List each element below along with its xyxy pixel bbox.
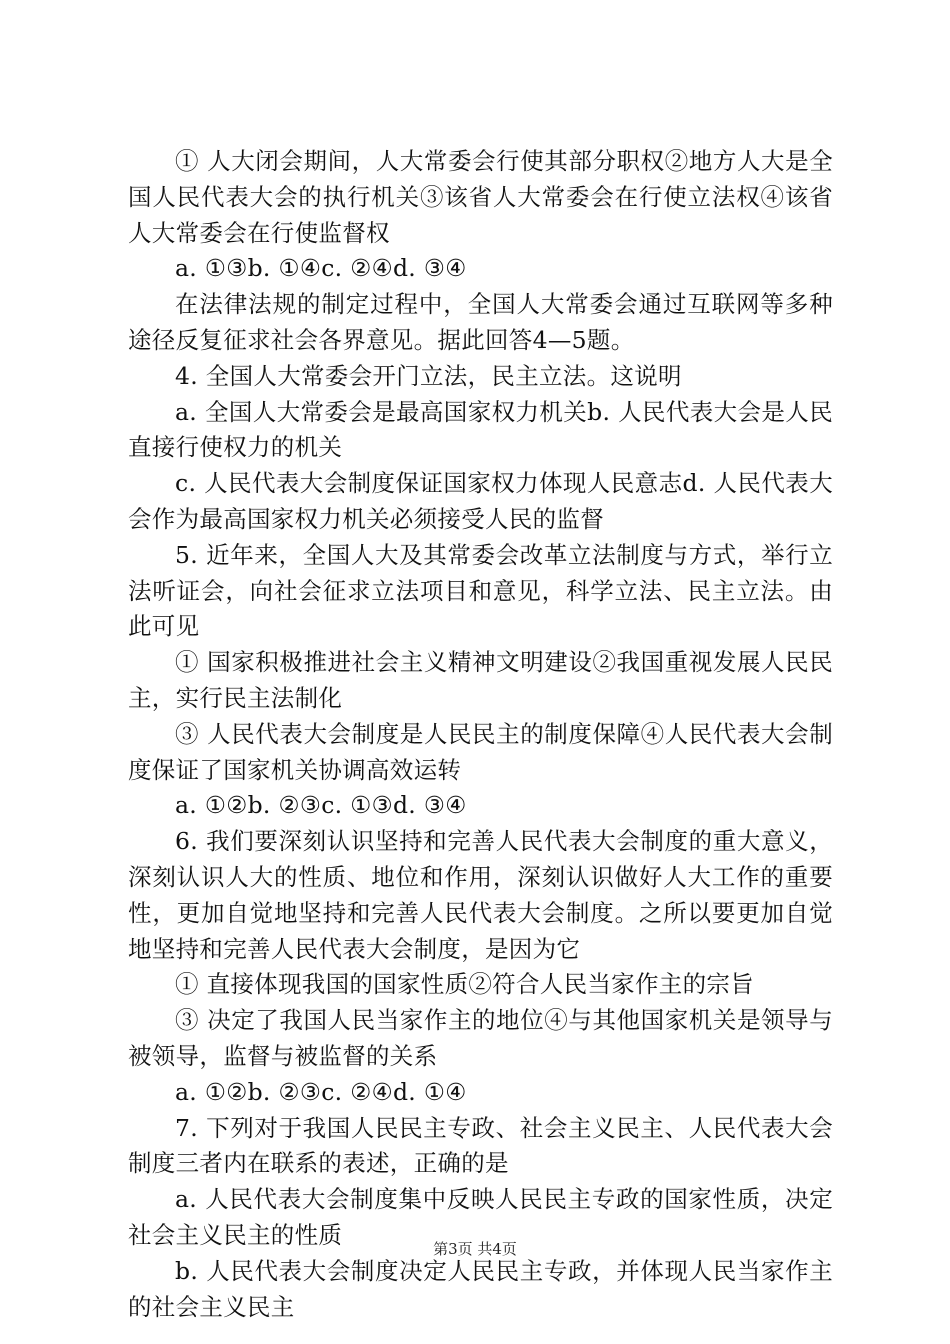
- paragraph: 4. 全国人大常委会开门立法，民主立法。这说明: [175, 361, 682, 390]
- paragraph: 6. 我们要深刻认识坚持和完善人民代表大会制度的重大意义，深刻认识人大的性质、地位和作用，深刻认识做好人大工作的重要性，更加自觉地坚持和完善人民代表大会制度。之所以要更加自觉地坚持和完善人民代表大会制度，是因为它: [128, 827, 833, 963]
- document-body: [128, 144, 833, 1325]
- paragraph: ① 国家积极推进社会主义精神文明建设②我国重视发展人民民主，实行民主法制化: [128, 648, 833, 712]
- paragraph: a. ①②b. ②③c. ②④d. ①④: [175, 1077, 467, 1106]
- paragraph: ① 直接体现我国的国家性质②符合人民当家作主的宗旨: [175, 970, 754, 999]
- paragraph: ③ 人民代表大会制度是人民民主的制度保障④人民代表大会制度保证了国家机关协调高效运转: [128, 719, 833, 784]
- paragraph: a. ①③b. ①④c. ②④d. ③④: [175, 254, 467, 283]
- paragraph: 5. 近年来，全国人大及其常委会改革立法制度与方式，举行立法听证会，向社会征求立法项目和意见，科学立法、民主立法。由此可见: [128, 540, 833, 641]
- paragraph: 在法律法规的制定过程中，全国人大常委会通过互联网等多种途径反复征求社会各界意见。据此回答4—5题。: [128, 290, 833, 354]
- paragraph: b. 人民代表大会制度决定人民民主专政，并体现人民当家作主的社会主义民主: [128, 1256, 833, 1321]
- paragraph: a. 人民代表大会制度集中反映人民民主专政的国家性质，决定社会主义民主的性质: [128, 1185, 833, 1249]
- paragraph: a. ①②b. ②③c. ①③d. ③④: [175, 791, 467, 820]
- paragraph: c. 人民代表大会制度保证国家权力体现人民意志d. 人民代表大会作为最高国家权力机关必须接受人民的监督: [128, 469, 833, 533]
- page-footer: 第3页 共4页: [433, 1240, 517, 1258]
- paragraph: ③ 决定了我国人民当家作主的地位④与其他国家机关是领导与被领导，监督与被监督的关系: [128, 1006, 833, 1070]
- paragraph: ① 人大闭会期间，人大常委会行使其部分职权②地方人大是全国人民代表大会的执行机关③该省人大常委会在行使立法权④该省人大常委会在行使监督权: [128, 147, 833, 247]
- paragraph: 7. 下列对于我国人民民主专政、社会主义民主、人民代表大会制度三者内在联系的表述，正确的是: [128, 1113, 833, 1178]
- paragraph: a. 全国人大常委会是最高国家权力机关b. 人民代表大会是人民直接行使权力的机关: [128, 397, 833, 462]
